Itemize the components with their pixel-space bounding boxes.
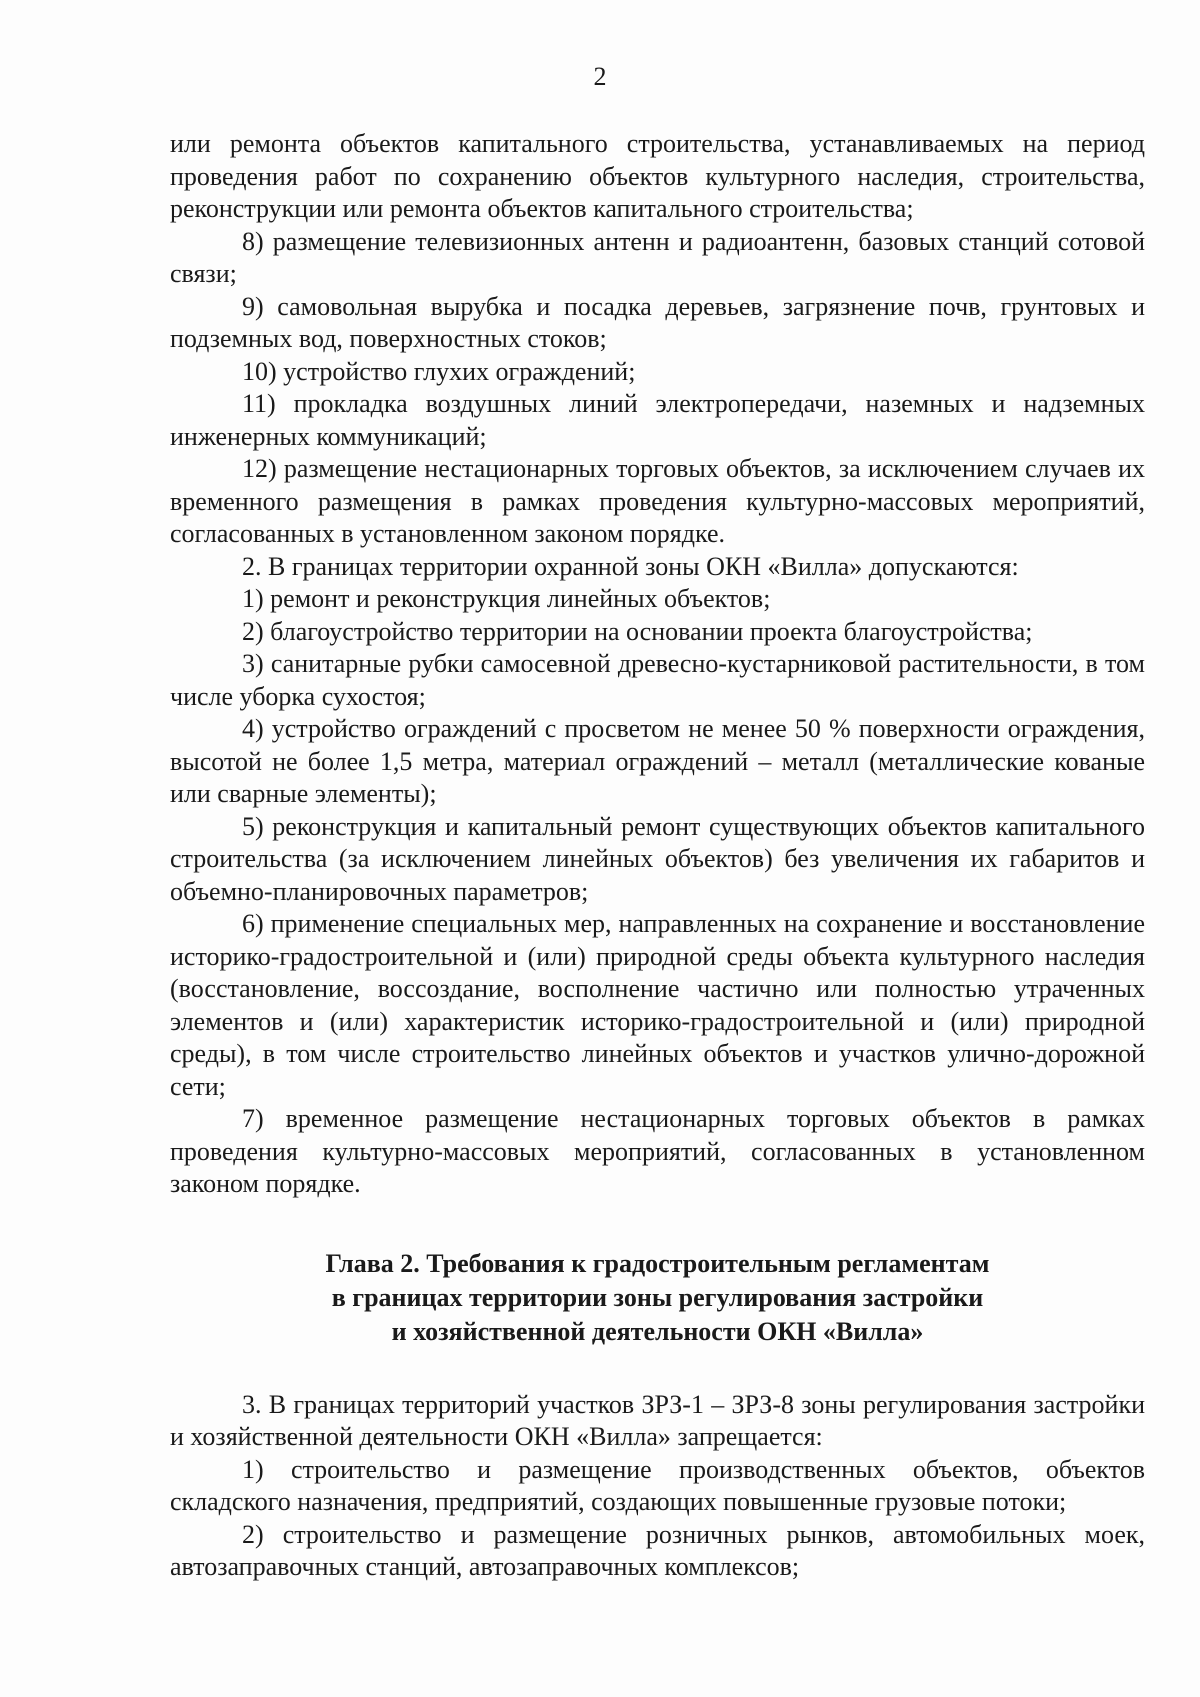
- paragraph: 1) строительство и размещение производственных объектов, объектов складского назначения, предприятий, создающих повышенные грузовые потоки;: [170, 1454, 1145, 1516]
- paragraph: 2. В границах территории охранной зоны ОКН «Вилла» допускаются:: [242, 551, 1019, 581]
- paragraph: 12) размещение нестационарных торговых объектов, за исключением случаев их временного размещения в рамках проведения культурно-массовых мероприятий, согласованных в установленном законом порядке.: [170, 454, 1145, 548]
- chapter-heading-line: и хозяйственной деятельности ОКН «Вилла»: [391, 1316, 924, 1346]
- paragraph: 3. В границах территорий участков ЗРЗ-1 – ЗРЗ-8 зоны регулирования застройки и хозяйственной деятельности ОКН «Вилла» запрещается:: [170, 1389, 1145, 1451]
- paragraph: 5) реконструкция и капитальный ремонт существующих объектов капитального строительства (за исключением линейных объектов) без увеличения их габаритов и объемно-планировочных параметров;: [170, 811, 1145, 906]
- paragraph: 3) санитарные рубки самосевной древесно-кустарниковой растительности, в том числе уборка сухостоя;: [170, 649, 1145, 711]
- paragraph: 11) прокладка воздушных линий электропередачи, наземных и надземных инженерных коммуникаций;: [170, 389, 1145, 451]
- paragraphs-after-heading: [170, 1389, 1145, 1584]
- paragraph: 2) благоустройство территории на основании проекта благоустройства;: [242, 616, 1033, 646]
- paragraph: 7) временное размещение нестационарных торговых объектов в рамках проведения культурно-массовых мероприятий, согласованных в установленном законом порядке.: [170, 1104, 1145, 1198]
- paragraph: или ремонта объектов капитального строительства, устанавливаемых на период проведения работ по сохранению объектов культурного наследия, строительства, реконструкции или ремонта объектов капитального строительства;: [170, 129, 1145, 223]
- paragraph: 6) применение специальных мер, направленных на сохранение и восстановление историко-градостроительной и (или) природной среды объекта культурного наследия (восстановление, воссоздание, восполнение частично или полностью утраченных элементов и (или) характеристик историко-градостроительной и (или) природной среды), в том числе строительство линейных объектов и участков улично-дорожной сети;: [170, 909, 1145, 1101]
- page-number: 2: [593, 62, 607, 91]
- chapter-heading: [170, 1247, 1145, 1349]
- paragraph: 4) устройство ограждений с просветом не менее 50 % поверхности ограждения, высотой не более 1,5 метра, материал ограждений – металл (металлические кованые или сварные элементы);: [170, 714, 1145, 808]
- paragraph: 9) самовольная вырубка и посадка деревьев, загрязнение почв, грунтовых и подземных вод, поверхностных стоков;: [170, 291, 1145, 353]
- chapter-heading-line: в границах территории зоны регулирования застройки: [331, 1282, 984, 1312]
- document-body: [170, 128, 1145, 1584]
- paragraph: 1) ремонт и реконструкция линейных объектов;: [242, 584, 771, 613]
- paragraphs-before-heading: [170, 128, 1145, 1201]
- paragraph: 2) строительство и размещение розничных рынков, автомобильных моек, автозаправочных станций, автозаправочных комплексов;: [170, 1519, 1145, 1581]
- paragraph: 10) устройство глухих ограждений;: [242, 356, 636, 386]
- chapter-heading-line: Глава 2. Требования к градостроительным регламентам: [325, 1248, 990, 1278]
- paragraph: 8) размещение телевизионных антенн и радиоантенн, базовых станций сотовой связи;: [170, 226, 1145, 288]
